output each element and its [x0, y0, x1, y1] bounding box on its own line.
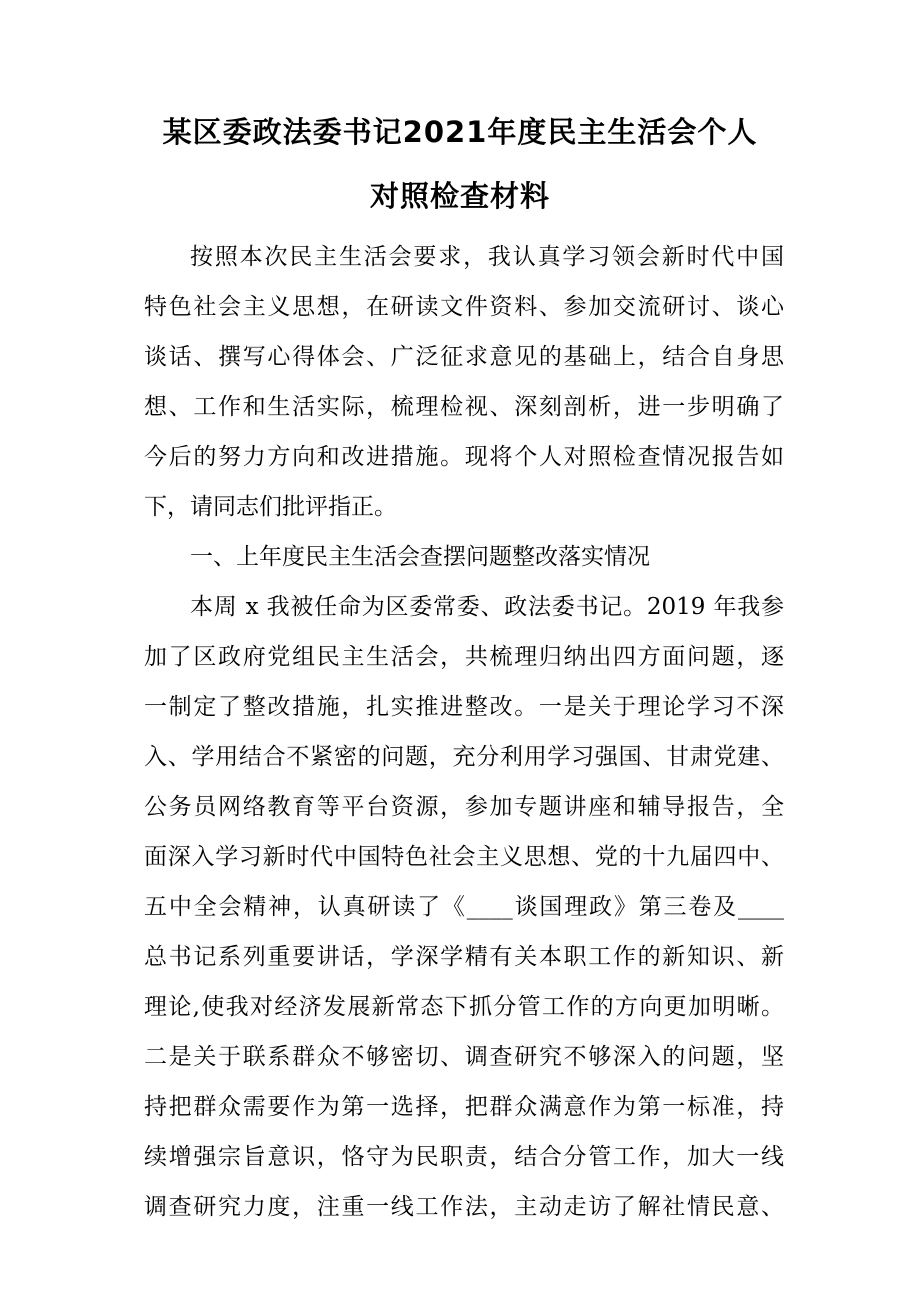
- paragraph-line: 调查研究力度，注重一线工作法，主动走访了解社情民意、: [144, 1194, 784, 1220]
- document-title-line-2: 对照检查材料: [369, 179, 550, 213]
- paragraph-line: 总书记系列重要讲话，学深学精有关本职工作的新知识、新: [144, 944, 784, 970]
- paragraph-line: 按照本次民主生活会要求，我认真学习领会新时代中国: [190, 244, 784, 270]
- paragraph-line: 谈话、撰写心得体会、广泛征求意见的基础上，结合自身思: [144, 344, 784, 370]
- paragraph-line: 面深入学习新时代中国特色社会主义思想、党的十九届四中、: [144, 844, 784, 870]
- paragraph-line: 入、学用结合不紧密的问题，充分利用学习强国、甘肃党建、: [144, 744, 784, 770]
- paragraph-line: 今后的努力方向和改进措施。现将个人对照检查情况报告如: [144, 444, 784, 470]
- paragraph-line: 二是关于联系群众不够密切、调查研究不够深入的问题，坚: [144, 1044, 784, 1070]
- document-title-line-1: 某区委政法委书记2021年度民主生活会个人: [162, 115, 758, 149]
- section-heading: 一、上年度民主生活会查摆问题整改落实情况: [190, 544, 650, 570]
- paragraph-line: 想、工作和生活实际，梳理检视、深刻剖析，进一步明确了: [144, 394, 784, 420]
- paragraph-line: 特色社会主义思想，在研读文件资料、参加交流研讨、谈心: [144, 294, 784, 320]
- paragraph-line: 理论,使我对经济发展新常态下抓分管工作的方向更加明晰。: [144, 994, 784, 1020]
- paragraph-line: 本周 x 我被任命为区委常委、政法委书记。2019 年我参: [190, 594, 784, 620]
- paragraph-line: 公务员网络教育等平台资源，参加专题讲座和辅导报告，全: [144, 794, 784, 820]
- paragraph-line: 五中全会精神，认真研读了《____谈国理政》第三卷及____: [144, 894, 784, 920]
- paragraph-line: 续增强宗旨意识，恪守为民职责，结合分管工作，加大一线: [144, 1144, 784, 1170]
- paragraph-line: 持把群众需要作为第一选择，把群众满意作为第一标准，持: [144, 1094, 784, 1120]
- paragraph-line: 下，请同志们批评指正。: [144, 494, 397, 520]
- paragraph-line: 加了区政府党组民主生活会，共梳理归纳出四方面问题，逐: [144, 644, 784, 670]
- paragraph-line: 一制定了整改措施，扎实推进整改。一是关于理论学习不深: [144, 694, 784, 720]
